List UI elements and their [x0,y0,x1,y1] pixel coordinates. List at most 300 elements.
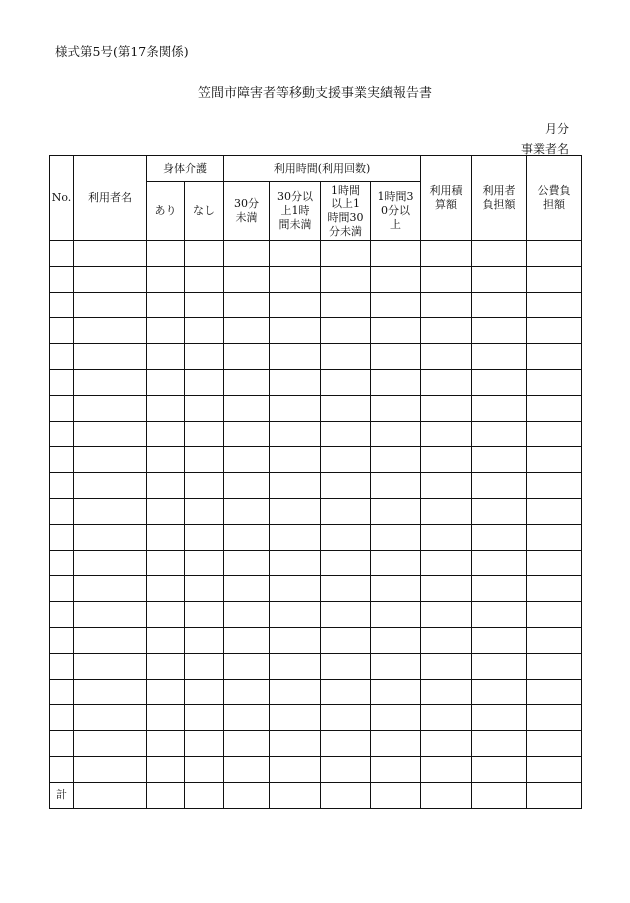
header-usage-amount [421,156,472,241]
entry-cell[interactable] [185,731,224,757]
entry-cell[interactable] [185,473,224,499]
header-time-over-90-line3: 上 [390,217,402,231]
entry-cell[interactable] [74,241,147,267]
entry-cell[interactable] [321,524,371,550]
table-row [50,524,582,550]
entry-cell[interactable] [270,498,321,524]
entry-cell[interactable] [224,550,270,576]
entry-cell[interactable] [270,395,321,421]
entry-cell[interactable] [421,318,472,344]
entry-cell[interactable] [371,473,421,499]
entry-cell[interactable] [224,576,270,602]
entry-cell[interactable] [50,550,74,576]
entry-cell[interactable] [371,292,421,318]
table-row [50,369,582,395]
entry-cell[interactable] [147,679,185,705]
entry-cell[interactable] [421,627,472,653]
entry-cell[interactable] [224,292,270,318]
header-user-burden-line1: 利用者 [482,184,516,198]
entry-cell[interactable] [321,447,371,473]
entry-cell[interactable] [185,266,224,292]
entry-cell[interactable] [421,421,472,447]
entry-cell[interactable] [472,421,527,447]
table-row [50,241,582,267]
entry-cell[interactable] [74,679,147,705]
entry-cell[interactable] [74,266,147,292]
header-time-under-30-line2: 未満 [235,211,258,224]
entry-cell[interactable] [224,266,270,292]
entry-cell[interactable] [50,292,74,318]
header-usage-amount-line1: 利用積 [429,184,463,198]
header-row-1 [50,156,582,182]
entry-cell[interactable] [50,627,74,653]
entry-cell[interactable] [371,550,421,576]
entry-cell[interactable] [421,344,472,370]
header-time-over-90-line2: 0分以 [381,204,411,218]
entry-cell[interactable] [270,241,321,267]
entry-cell[interactable] [371,627,421,653]
entry-cell[interactable] [185,241,224,267]
table-row [50,318,582,344]
entry-cell[interactable] [224,602,270,628]
entry-cell[interactable] [147,292,185,318]
entry-cell[interactable] [371,421,421,447]
table-row [50,627,582,653]
entry-cell[interactable] [527,473,582,499]
entry-cell[interactable] [270,266,321,292]
entry-cell[interactable] [371,705,421,731]
entry-cell[interactable] [224,705,270,731]
entry-cell[interactable] [371,318,421,344]
entry-cell[interactable] [472,705,527,731]
entry-cell[interactable] [224,498,270,524]
entry-cell[interactable] [147,498,185,524]
entry-cell[interactable] [185,369,224,395]
entry-cell[interactable] [321,627,371,653]
entry-cell[interactable] [472,653,527,679]
entry-cell[interactable] [321,731,371,757]
entry-cell[interactable] [371,653,421,679]
header-time-60-to-90-line1: 1時間 [331,183,360,197]
entry-cell[interactable] [270,550,321,576]
entry-cell[interactable] [185,292,224,318]
month-label: 月分 [544,122,569,136]
entry-cell[interactable] [185,318,224,344]
entry-cell[interactable] [321,576,371,602]
header-time-60-to-90 [321,182,371,241]
entry-cell[interactable] [527,576,582,602]
entry-cell[interactable] [527,679,582,705]
entry-cell[interactable] [224,318,270,344]
entry-cell[interactable] [527,292,582,318]
entry-cell[interactable] [472,627,527,653]
entry-cell[interactable] [50,369,74,395]
entry-cell[interactable] [371,731,421,757]
entry-cell[interactable] [74,627,147,653]
entry-cell[interactable] [527,627,582,653]
entry-cell[interactable] [472,550,527,576]
total-cell[interactable] [74,782,147,808]
entry-cell[interactable] [421,602,472,628]
entry-cell[interactable] [421,705,472,731]
entry-cell[interactable] [50,524,74,550]
entry-cell[interactable] [527,498,582,524]
entry-cell[interactable] [421,653,472,679]
total-cell[interactable] [270,782,321,808]
header-time-under-30-line1: 30分 [234,197,259,211]
entry-cell[interactable] [147,627,185,653]
entry-cell[interactable] [371,498,421,524]
entry-cell[interactable] [224,731,270,757]
total-cell[interactable] [185,782,224,808]
entry-cell[interactable] [185,447,224,473]
entry-cell[interactable] [50,266,74,292]
entry-cell[interactable] [50,756,74,782]
entry-cell[interactable] [74,705,147,731]
entry-cell[interactable] [50,653,74,679]
entry-cell[interactable] [472,498,527,524]
entry-cell[interactable] [527,421,582,447]
table-row [50,653,582,679]
entry-cell[interactable] [147,318,185,344]
header-usage-time: 利用時間(利用回数) [224,156,421,182]
entry-cell[interactable] [270,756,321,782]
entry-cell[interactable] [74,292,147,318]
entry-cell[interactable] [270,344,321,370]
entry-cell[interactable] [185,395,224,421]
entry-cell[interactable] [50,498,74,524]
header-time-60-to-90-line2: 以上1 [331,197,360,211]
header-time-30-to-60 [270,182,321,241]
entry-cell[interactable] [472,266,527,292]
total-cell[interactable] [321,782,371,808]
entry-cell[interactable] [185,576,224,602]
entry-cell[interactable] [472,576,527,602]
total-cell[interactable] [472,782,527,808]
header-time-30-to-60-line3: 間未満 [278,217,312,231]
entry-cell[interactable] [472,524,527,550]
entry-cell[interactable] [321,705,371,731]
entry-cell[interactable] [147,447,185,473]
entry-cell[interactable] [371,524,421,550]
entry-cell[interactable] [421,473,472,499]
entry-cell[interactable] [371,395,421,421]
entry-cell[interactable] [224,524,270,550]
entry-cell[interactable] [527,653,582,679]
entry-cell[interactable] [321,653,371,679]
entry-cell[interactable] [224,369,270,395]
entry-cell[interactable] [147,395,185,421]
entry-cell[interactable] [185,344,224,370]
entry-cell[interactable] [224,627,270,653]
entry-cell[interactable] [185,524,224,550]
entry-cell[interactable] [224,395,270,421]
entry-cell[interactable] [74,524,147,550]
document-title: 笠間市障害者等移動支援事業実績報告書 [197,86,432,101]
entry-cell[interactable] [74,550,147,576]
entry-cell[interactable] [270,731,321,757]
entry-cell[interactable] [147,653,185,679]
entry-cell[interactable] [185,421,224,447]
entry-cell[interactable] [321,679,371,705]
entry-cell[interactable] [74,395,147,421]
entry-cell[interactable] [371,447,421,473]
entry-cell[interactable] [421,498,472,524]
header-care-no: なし [185,182,224,241]
total-cell[interactable] [371,782,421,808]
entry-cell[interactable] [147,421,185,447]
entry-cell[interactable] [185,653,224,679]
entry-cell[interactable] [472,344,527,370]
entry-cell[interactable] [270,627,321,653]
total-label: 計 [50,782,74,808]
entry-cell[interactable] [224,473,270,499]
entry-cell[interactable] [472,679,527,705]
entry-cell[interactable] [527,602,582,628]
entry-cell[interactable] [185,602,224,628]
table-row [50,679,582,705]
entry-cell[interactable] [224,421,270,447]
entry-cell[interactable] [472,318,527,344]
header-usage-amount-line2: 算額 [435,198,458,211]
entry-cell[interactable] [270,679,321,705]
entry-cell[interactable] [421,292,472,318]
table-row [50,447,582,473]
table-row [50,395,582,421]
entry-cell[interactable] [50,344,74,370]
header-time-60-to-90-line4: 分未満 [329,224,362,238]
entry-cell[interactable] [421,524,472,550]
entry-cell[interactable] [421,266,472,292]
total-cell[interactable] [147,782,185,808]
entry-cell[interactable] [527,318,582,344]
entry-cell[interactable] [270,447,321,473]
entry-cell[interactable] [321,292,371,318]
entry-cell[interactable] [321,369,371,395]
entry-cell[interactable] [270,369,321,395]
entry-cell[interactable] [371,602,421,628]
entry-cell[interactable] [527,266,582,292]
entry-cell[interactable] [421,447,472,473]
entry-cell[interactable] [371,266,421,292]
entry-cell[interactable] [147,369,185,395]
header-care-yes: あり [147,182,185,241]
table-row [50,756,582,782]
entry-cell[interactable] [50,318,74,344]
entry-cell[interactable] [147,473,185,499]
entry-cell[interactable] [321,344,371,370]
entry-cell[interactable] [74,473,147,499]
entry-cell[interactable] [270,292,321,318]
entry-cell[interactable] [270,473,321,499]
entry-cell[interactable] [371,679,421,705]
header-time-over-90-line1: 1時間3 [377,190,414,204]
entry-cell[interactable] [527,524,582,550]
entry-cell[interactable] [74,731,147,757]
entry-cell[interactable] [421,576,472,602]
entry-cell[interactable] [50,447,74,473]
header-time-30-to-60-line1: 30分以 [277,190,313,204]
table-row [50,473,582,499]
header-user-burden-line2: 負担額 [482,198,516,211]
report-table [49,155,582,809]
entry-cell[interactable] [50,602,74,628]
entry-cell[interactable] [527,369,582,395]
entry-cell[interactable] [147,576,185,602]
entry-cell[interactable] [50,576,74,602]
entry-cell[interactable] [185,627,224,653]
entry-cell[interactable] [185,756,224,782]
entry-cell[interactable] [50,473,74,499]
entry-cell[interactable] [147,344,185,370]
entry-cell[interactable] [321,550,371,576]
entry-cell[interactable] [421,369,472,395]
entry-cell[interactable] [527,731,582,757]
entry-cell[interactable] [472,292,527,318]
table-row [50,421,582,447]
entry-cell[interactable] [224,241,270,267]
form-number: 様式第5号(第17条関係) [55,44,189,59]
entry-cell[interactable] [527,447,582,473]
entry-cell[interactable] [147,602,185,628]
table-row [50,731,582,757]
entry-cell[interactable] [321,318,371,344]
entry-cell[interactable] [371,576,421,602]
entry-cell[interactable] [74,318,147,344]
entry-cell[interactable] [50,679,74,705]
header-time-60-to-90-line3: 時間30 [327,211,364,224]
entry-cell[interactable] [147,731,185,757]
table-row [50,602,582,628]
header-public-burden-line1: 公費負 [537,184,571,198]
entry-cell[interactable] [527,550,582,576]
entry-cell[interactable] [371,369,421,395]
entry-cell[interactable] [74,369,147,395]
table-row [50,292,582,318]
entry-cell[interactable] [74,344,147,370]
entry-cell[interactable] [527,395,582,421]
entry-cell[interactable] [185,705,224,731]
entry-cell[interactable] [147,266,185,292]
entry-cell[interactable] [270,576,321,602]
entry-cell[interactable] [321,498,371,524]
header-time-over-90 [371,182,421,241]
entry-cell[interactable] [50,705,74,731]
entry-cell[interactable] [147,241,185,267]
entry-cell[interactable] [50,395,74,421]
entry-cell[interactable] [321,756,371,782]
table-row [50,266,582,292]
entry-cell[interactable] [371,756,421,782]
entry-cell[interactable] [50,241,74,267]
entry-cell[interactable] [371,344,421,370]
entry-cell[interactable] [270,602,321,628]
entry-cell[interactable] [527,756,582,782]
entry-cell[interactable] [527,241,582,267]
header-time-under-30 [224,182,270,241]
entry-cell[interactable] [147,756,185,782]
entry-cell[interactable] [147,524,185,550]
entry-cell[interactable] [321,395,371,421]
entry-cell[interactable] [371,241,421,267]
entry-cell[interactable] [270,653,321,679]
entry-cell[interactable] [421,679,472,705]
entry-cell[interactable] [270,318,321,344]
table-row [50,498,582,524]
entry-cell[interactable] [74,653,147,679]
entry-cell[interactable] [472,369,527,395]
entry-cell[interactable] [321,421,371,447]
entry-cell[interactable] [224,679,270,705]
entry-cell[interactable] [74,498,147,524]
header-time-30-to-60-line2: 上1時 [280,204,310,218]
total-cell[interactable] [224,782,270,808]
entry-cell[interactable] [270,421,321,447]
entry-cell[interactable] [527,344,582,370]
entry-cell[interactable] [527,705,582,731]
entry-cell[interactable] [472,395,527,421]
header-no: No. [50,156,74,241]
table-row [50,705,582,731]
entry-cell[interactable] [185,498,224,524]
entry-cell[interactable] [74,756,147,782]
entry-cell[interactable] [270,705,321,731]
entry-cell[interactable] [50,731,74,757]
entry-cell[interactable] [472,731,527,757]
entry-cell[interactable] [472,473,527,499]
entry-cell[interactable] [421,241,472,267]
total-cell[interactable] [527,782,582,808]
entry-cell[interactable] [472,602,527,628]
entry-cell[interactable] [421,550,472,576]
entry-cell[interactable] [74,421,147,447]
table-row [50,344,582,370]
entry-cell[interactable] [472,756,527,782]
entry-cell[interactable] [321,266,371,292]
table-row [50,576,582,602]
entry-cell[interactable] [321,241,371,267]
header-public-burden [527,156,582,241]
entry-cell[interactable] [50,421,74,447]
entry-cell[interactable] [74,576,147,602]
total-row [50,782,582,808]
table-row [50,550,582,576]
total-cell[interactable] [421,782,472,808]
entry-cell[interactable] [147,705,185,731]
entry-cell[interactable] [421,756,472,782]
entry-cell[interactable] [147,550,185,576]
header-user-burden [472,156,527,241]
entry-cell[interactable] [224,756,270,782]
entry-cell[interactable] [224,653,270,679]
entry-cell[interactable] [224,447,270,473]
entry-cell[interactable] [472,447,527,473]
entry-cell[interactable] [321,473,371,499]
entry-cell[interactable] [224,344,270,370]
entry-cell[interactable] [185,679,224,705]
header-public-burden-line2: 担額 [543,198,566,211]
entry-cell[interactable] [421,731,472,757]
entry-cell[interactable] [74,447,147,473]
entry-cell[interactable] [321,602,371,628]
header-physical-care: 身体介護 [147,156,224,182]
entry-cell[interactable] [270,524,321,550]
entry-cell[interactable] [472,241,527,267]
entry-cell[interactable] [421,395,472,421]
entry-cell[interactable] [185,550,224,576]
entry-cell[interactable] [74,602,147,628]
provider-name-label: 事業者名 [520,142,569,156]
